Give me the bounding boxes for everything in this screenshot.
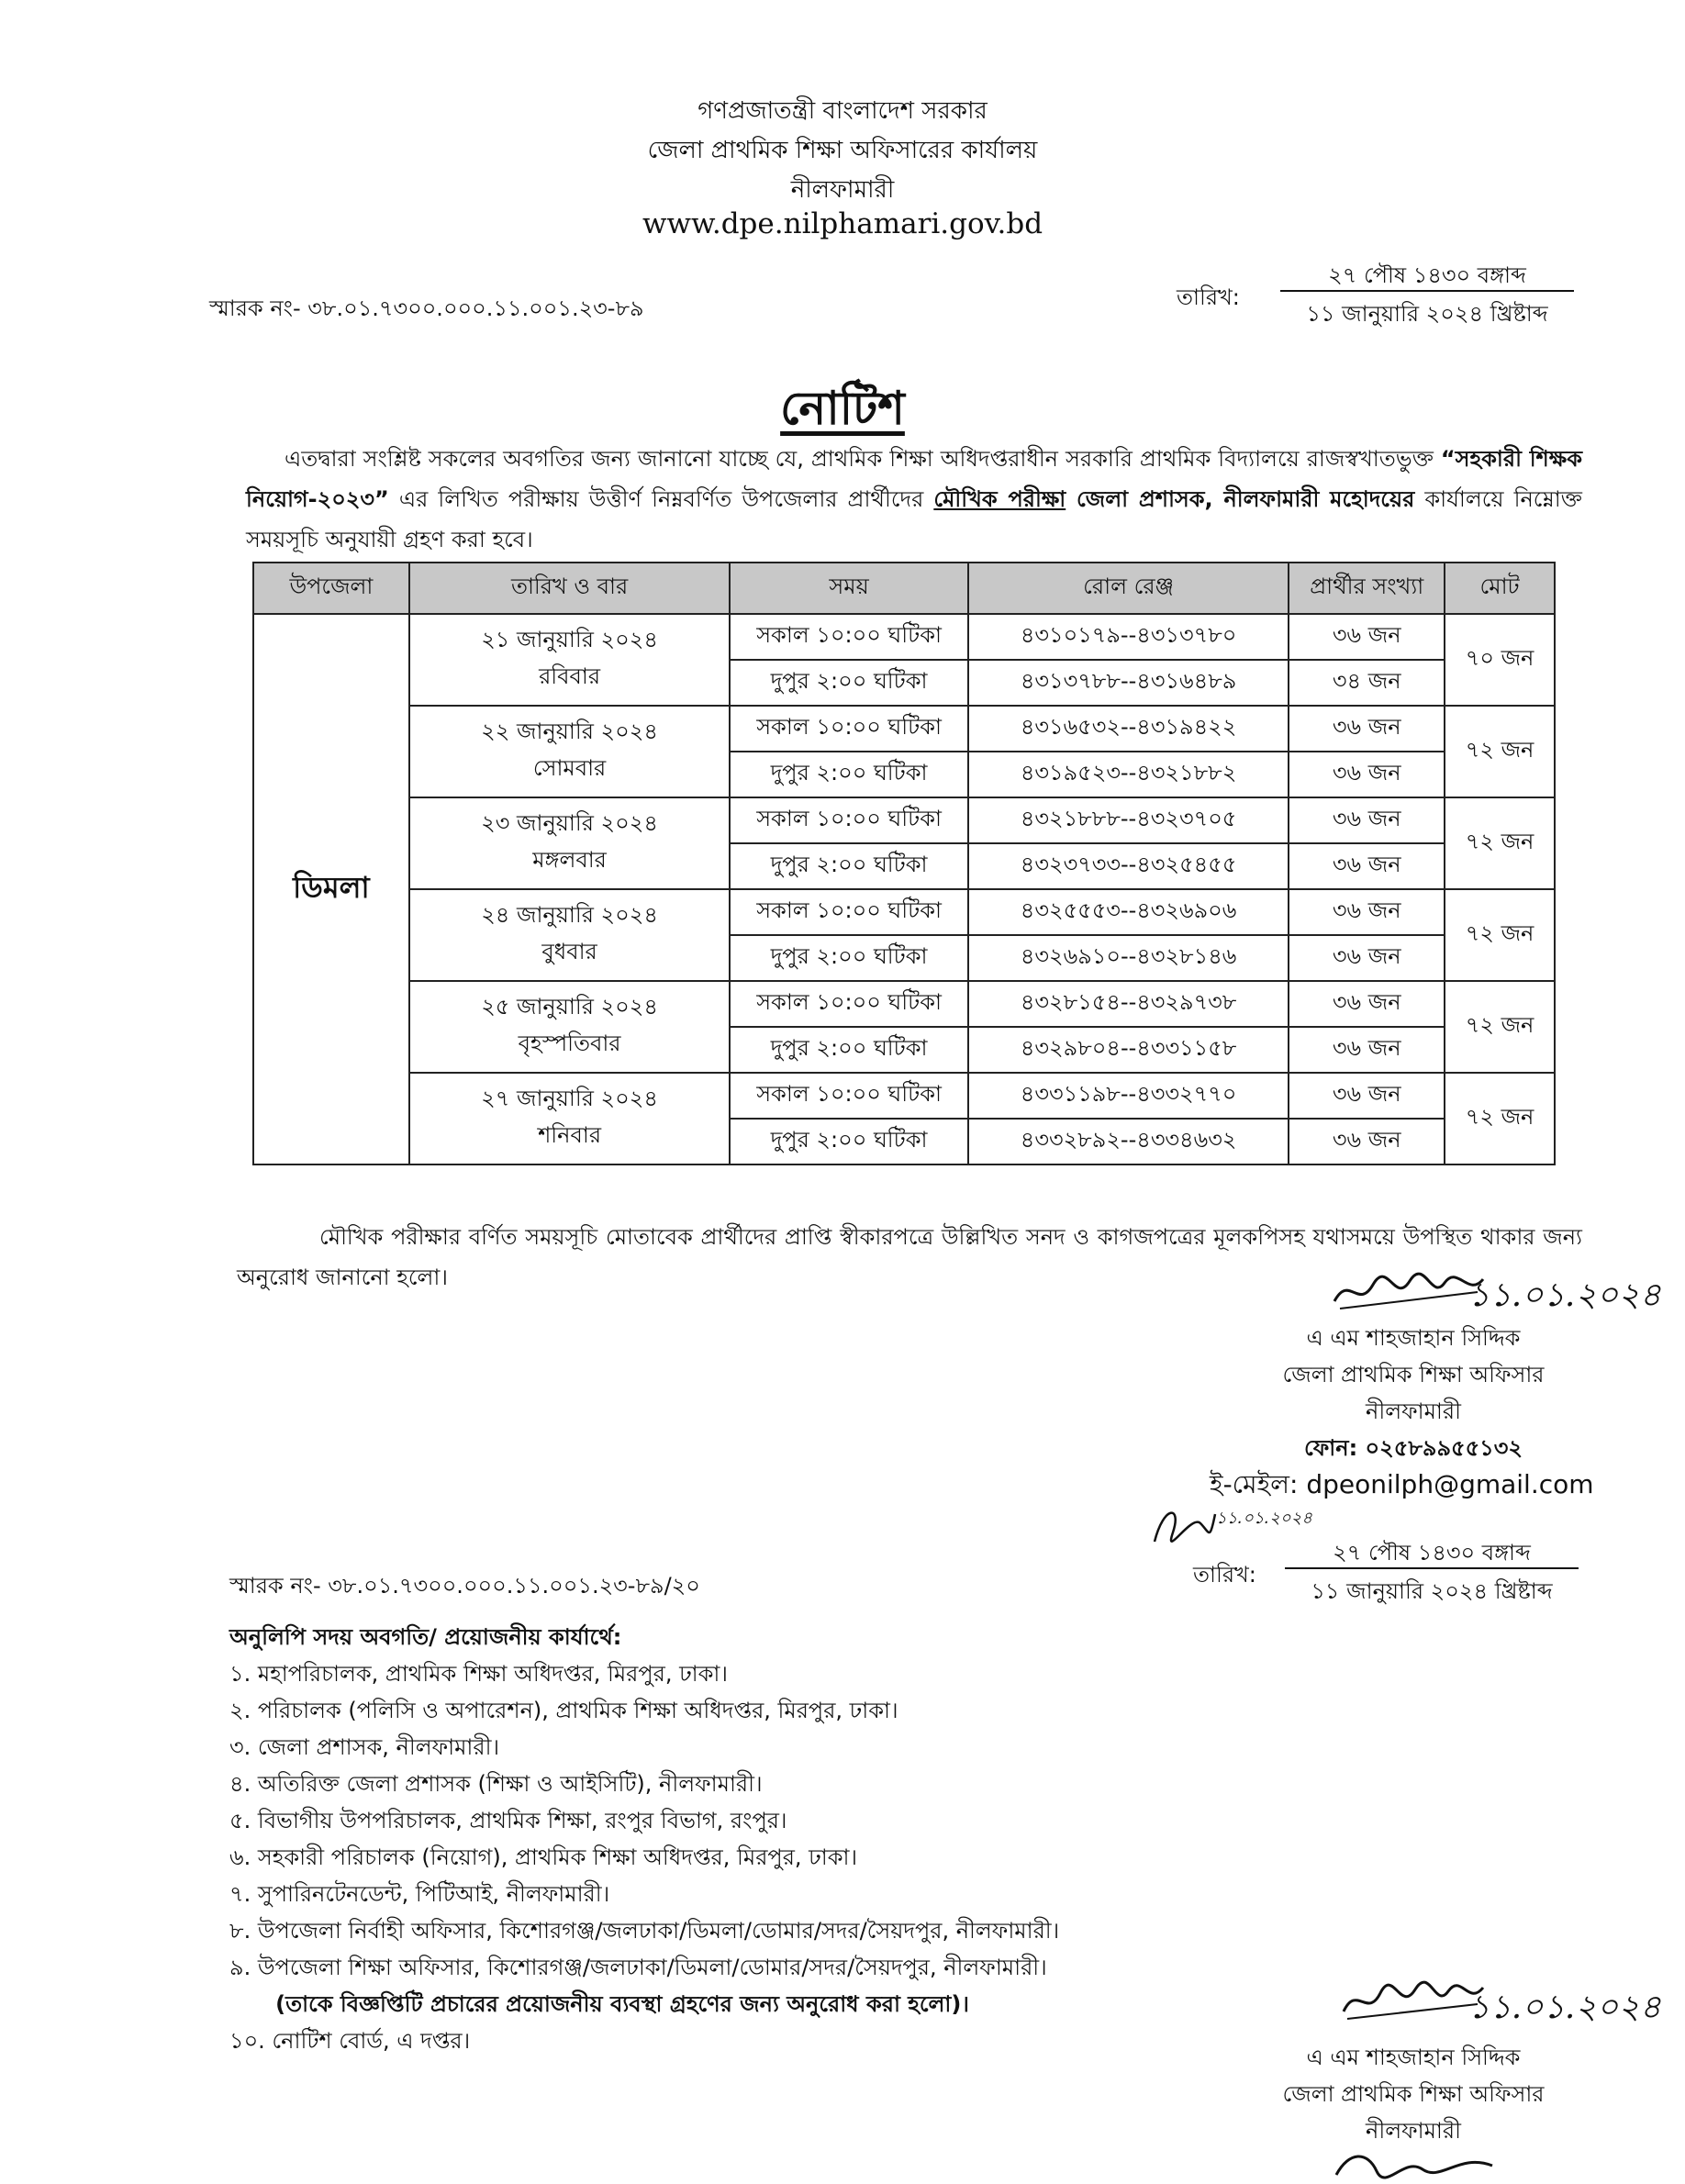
district-line: নীলফামারী bbox=[790, 176, 895, 204]
memo2-date-bangla: ২৭ পৌষ ১৪৩০ বঙ্গাব্দ bbox=[1333, 1540, 1531, 1566]
upazila-cell: ডিমলা bbox=[253, 614, 409, 1164]
date-text: ২৭ জানুয়ারি ২০২৪ bbox=[481, 1086, 658, 1111]
count-cell: ৩৬ জন bbox=[1289, 843, 1445, 889]
date-text: ২২ জানুয়ারি ২০২৪ bbox=[481, 719, 658, 744]
range-cell: ৪৩১৯৫২৩--৪৩২১৮৮২ bbox=[968, 752, 1289, 797]
memo2-date-label: তারিখ: bbox=[1193, 1562, 1256, 1588]
list-item: ৬. সহকারী পরিচালক (নিয়োগ), প্রাথমিক শিক্ষা অধিদপ্তর, মিরপুর, ঢাকা। bbox=[229, 1844, 858, 1870]
total-cell: ৭২ জন bbox=[1445, 981, 1555, 1073]
count-cell: ৩৬ জন bbox=[1289, 614, 1445, 660]
total-cell: ৭২ জন bbox=[1445, 797, 1555, 889]
range-cell: ৪৩২৯৮০৪--৪৩৩১১৫৮ bbox=[968, 1027, 1289, 1073]
date-cell bbox=[409, 981, 730, 1073]
signature-scribble bbox=[1340, 1973, 1487, 2024]
weekday-text: বৃহস্পতিবার bbox=[518, 1031, 621, 1056]
time-cell: সকাল ১০:০০ ঘটিকা bbox=[730, 1073, 968, 1119]
handwritten-signature-1 bbox=[1331, 1265, 1487, 1324]
table-row bbox=[253, 981, 1555, 1027]
date-cell bbox=[409, 797, 730, 889]
date-bangla: ২৭ পৌষ ১৪৩০ বঙ্গাব্দ bbox=[1328, 262, 1526, 288]
header-candidates: প্রার্থীর সংখ্যা bbox=[1289, 563, 1445, 614]
time-cell: দুপুর ২:০০ ঘটিকা bbox=[730, 843, 968, 889]
count-cell: ৩৬ জন bbox=[1289, 935, 1445, 981]
date-divider bbox=[1280, 290, 1574, 292]
memo2-date-divider bbox=[1285, 1567, 1579, 1569]
signature-date-2: ১১.০১.২০২৪ bbox=[1468, 1989, 1661, 2026]
range-cell: ৪৩২৩৭৩৩--৪৩২৫৪৫৫ bbox=[968, 843, 1289, 889]
govt-line: গণপ্রজাতন্ত্রী বাংলাদেশ সরকার bbox=[697, 97, 988, 125]
table-row bbox=[253, 1073, 1555, 1119]
total-cell: ৭২ জন bbox=[1445, 706, 1555, 797]
time-cell: সকাল ১০:০০ ঘটিকা bbox=[730, 797, 968, 843]
range-cell: ৪৩২৬৯১০--৪৩২৮১৪৬ bbox=[968, 935, 1289, 981]
date-cell bbox=[409, 1073, 730, 1164]
initial-icon bbox=[1145, 1496, 1219, 1551]
date-text: ২৫ জানুয়ারি ২০২৪ bbox=[481, 994, 658, 1020]
count-cell: ৩৬ জন bbox=[1289, 752, 1445, 797]
date-cell bbox=[409, 706, 730, 797]
website: www.dpe.nilphamari.gov.bd bbox=[642, 207, 1043, 240]
initial-note: ১১.০১.২০২৪ bbox=[1216, 1509, 1312, 1528]
date-english: ১১ জানুয়ারি ২০২৪ খ্রিষ্টাব্দ bbox=[1306, 301, 1548, 327]
list-item: ৪. অতিরিক্ত জেলা প্রশাসক (শিক্ষা ও আইসিটি), নীলফামারী। bbox=[229, 1771, 763, 1797]
signatory2-name: এ এম শাহজাহান সিদ্দিক bbox=[1306, 2045, 1521, 2070]
closing-text: মৌখিক পরীক্ষার বর্ণিত সময়সূচি মোতাবেক প্রার্থীদের প্রাপ্তি স্বীকারপত্রে উল্লিখিত সনদ ও কাগজপত্রের মূলকপিসহ যথাসময়ে উপস্থিত থাকার জন্য অনুরোধ জানানো হলো। bbox=[237, 1224, 1582, 1290]
range-cell: ৪৩১০১৭৯--৪৩১৩৭৮০ bbox=[968, 614, 1289, 660]
viva-label: মৌখিক পরীক্ষা bbox=[933, 486, 1066, 512]
range-cell: ৪৩২৮১৫৪--৪৩২৯৭৩৮ bbox=[968, 981, 1289, 1027]
signatory-designation: জেলা প্রাথমিক শিক্ষা অফিসার bbox=[1282, 1362, 1545, 1387]
time-cell: দুপুর ২:০০ ঘটিকা bbox=[730, 1119, 968, 1164]
notice-title-text: নোটিশ bbox=[780, 382, 905, 435]
date-cell bbox=[409, 614, 730, 706]
range-cell: ৪৩২১৮৮৮--৪৩২৩৭০৫ bbox=[968, 797, 1289, 843]
intro-text-3: কার্যালয়ে নিম্নোক্ত সময়সূচি অনুযায়ী গ্রহণ করা হবে। bbox=[246, 486, 1582, 552]
signatory-email: ই-মেইল: dpeonilph@gmail.com bbox=[1210, 1469, 1594, 1499]
header-total: মোট bbox=[1445, 563, 1555, 614]
signature-scribble bbox=[1331, 1265, 1487, 1316]
time-cell: দুপুর ২:০০ ঘটিকা bbox=[730, 1027, 968, 1073]
intro-paragraph bbox=[246, 439, 1582, 560]
list-item: ৮. উপজেলা নির্বাহী অফিসার, কিশোরগঞ্জ/জলঢাকা/ডিমলা/ডোমার/সদর/সৈয়দপুর, নীলফামারী। bbox=[229, 1918, 1060, 1944]
signatory2-office: নীলফামারী bbox=[1366, 2118, 1461, 2144]
date-label: তারিখ: bbox=[1177, 284, 1240, 310]
list-item: ২. পরিচালক (পলিসি ও অপারেশন), প্রাথমিক শিক্ষা অধিদপ্তর, মিরপুর, ঢাকা। bbox=[229, 1698, 898, 1723]
list-item-note: (তাকে বিজ্ঞপ্তিটি প্রচারের প্রয়োজনীয় ব্যবস্থা গ্রহণের জন্য অনুরোধ করা হলো)। bbox=[229, 1991, 969, 2017]
office-line: জেলা প্রাথমিক শিক্ষা অফিসারের কার্যালয় bbox=[647, 137, 1038, 164]
recruitment-title: “সহকারী শিক্ষক নিয়োগ-২০২৩” bbox=[246, 446, 1582, 512]
list-item: ১০. নোটিশ বোর্ড, এ দপ্তর। bbox=[229, 2028, 471, 2054]
list-item: ১. মহাপরিচালক, প্রাথমিক শিক্ষা অধিদপ্তর, মিরপুর, ঢাকা। bbox=[229, 1661, 728, 1687]
list-item: ৩. জেলা প্রশাসক, নীলফামারী। bbox=[229, 1734, 500, 1760]
count-cell: ৩৬ জন bbox=[1289, 1027, 1445, 1073]
signature-date-1: ১১.০১.২০২৪ bbox=[1468, 1276, 1661, 1314]
time-cell: দুপুর ২:০০ ঘটিকা bbox=[730, 660, 968, 706]
count-cell: ৩৬ জন bbox=[1289, 1073, 1445, 1119]
bottom-scribble bbox=[1331, 2147, 1496, 2184]
table-header-row bbox=[253, 563, 1555, 614]
total-cell: ৭২ জন bbox=[1445, 889, 1555, 981]
count-cell: ৩৬ জন bbox=[1289, 706, 1445, 752]
copies-heading: অনুলিপি সদয় অবগতি/ প্রয়োজনীয় কার্যার্থে: bbox=[229, 1624, 622, 1650]
range-cell: ৪৩৩১১৯৮--৪৩৩২৭৭০ bbox=[968, 1073, 1289, 1119]
time-cell: সকাল ১০:০০ ঘটিকা bbox=[730, 614, 968, 660]
memo2-ref: স্মারক নং- ৩৮.০১.৭৩০০.০০০.১১.০০১.২৩-৮৯/২০ bbox=[229, 1573, 700, 1599]
weekday-text: রবিবার bbox=[539, 663, 601, 689]
header-upazila: উপজেলা bbox=[253, 563, 409, 614]
weekday-text: সোমবার bbox=[532, 755, 607, 781]
count-cell: ৩৬ জন bbox=[1289, 981, 1445, 1027]
copies-list bbox=[229, 1619, 1059, 2059]
count-cell: ৩৬ জন bbox=[1289, 797, 1445, 843]
time-cell: দুপুর ২:০০ ঘটিকা bbox=[730, 935, 968, 981]
count-cell: ৩৬ জন bbox=[1289, 1119, 1445, 1164]
table-row bbox=[253, 614, 1555, 660]
count-cell: ৩৪ জন bbox=[1289, 660, 1445, 706]
date-text: ২১ জানুয়ারি ২০২৪ bbox=[481, 627, 658, 652]
time-cell: দুপুর ২:০০ ঘটিকা bbox=[730, 752, 968, 797]
total-cell: ৭০ জন bbox=[1445, 614, 1555, 706]
intro-text-1: এতদ্বারা সংশ্লিষ্ট সকলের অবগতির জন্য জানানো যাচ্ছে যে, প্রাথমিক শিক্ষা অধিদপ্তরাধীন সরকারি প্রাথমিক বিদ্যালয়ে রাজস্বখাতভুক্ত bbox=[285, 446, 1441, 472]
signatory-phone: ফোন: ০২৫৮৯৯৫৫১৩২ bbox=[1304, 1435, 1523, 1461]
date-cell bbox=[409, 889, 730, 981]
memo2-date-english: ১১ জানুয়ারি ২০২৪ খ্রিষ্টাব্দ bbox=[1311, 1578, 1553, 1604]
range-cell: ৪৩২৫৫৫৩--৪৩২৬৯০৬ bbox=[968, 889, 1289, 935]
total-cell: ৭২ জন bbox=[1445, 1073, 1555, 1164]
date-text: ২৪ জানুয়ারি ২০২৪ bbox=[481, 902, 658, 928]
bottom-signature-icon bbox=[1331, 2147, 1496, 2180]
table-row bbox=[253, 706, 1555, 752]
header-time: সময় bbox=[730, 563, 968, 614]
signatory-office: নীলফামারী bbox=[1366, 1398, 1461, 1424]
weekday-text: শনিবার bbox=[538, 1122, 602, 1148]
schedule-table bbox=[252, 562, 1556, 1165]
header-date: তারিখ ও বার bbox=[409, 563, 730, 614]
weekday-text: বুধবার bbox=[541, 939, 597, 964]
signatory-name: এ এম শাহজাহান সিদ্দিক bbox=[1306, 1325, 1521, 1351]
intro-text-2: এর লিখিত পরীক্ষায় উত্তীর্ণ নিম্নবর্ণিত উপজেলার প্রার্থীদের bbox=[388, 486, 934, 512]
time-cell: সকাল ১০:০০ ঘটিকা bbox=[730, 889, 968, 935]
list-item: ৯. উপজেলা শিক্ষা অফিসার, কিশোরগঞ্জ/জলঢাকা/ডিমলা/ডোমার/সদর/সৈয়দপুর, নীলফামারী। bbox=[229, 1955, 1047, 1980]
table-row bbox=[253, 889, 1555, 935]
handwritten-signature-2 bbox=[1340, 1973, 1487, 2033]
weekday-text: মঙ্গলবার bbox=[532, 847, 607, 873]
time-cell: সকাল ১০:০০ ঘটিকা bbox=[730, 706, 968, 752]
table-row bbox=[253, 797, 1555, 843]
initial-scribble bbox=[1145, 1496, 1219, 1554]
range-cell: ৪৩১৩৭৮৮--৪৩১৬৪৮৯ bbox=[968, 660, 1289, 706]
range-cell: ৪৩৩২৮৯২--৪৩৩৪৬৩২ bbox=[968, 1119, 1289, 1164]
venue-label: জেলা প্রশাসক, নীলফামারী মহোদয়ের bbox=[1066, 486, 1415, 512]
memo-ref: স্মারক নং- ৩৮.০১.৭৩০০.০০০.১১.০০১.২৩-৮৯ bbox=[209, 295, 644, 321]
list-item: ৫. বিভাগীয় উপপরিচালক, প্রাথমিক শিক্ষা, রংপুর বিভাগ, রংপুর। bbox=[229, 1808, 787, 1833]
count-cell: ৩৬ জন bbox=[1289, 889, 1445, 935]
range-cell: ৪৩১৬৫৩২--৪৩১৯৪২২ bbox=[968, 706, 1289, 752]
time-cell: সকাল ১০:০০ ঘটিকা bbox=[730, 981, 968, 1027]
list-item: ৭. সুপারিনটেনডেন্ট, পিটিআই, নীলফামারী। bbox=[229, 1881, 610, 1907]
date-text: ২৩ জানুয়ারি ২০২৪ bbox=[481, 810, 658, 836]
signatory2-designation: জেলা প্রাথমিক শিক্ষা অফিসার bbox=[1282, 2081, 1545, 2107]
header-roll-range: রোল রেঞ্জ bbox=[968, 563, 1289, 614]
